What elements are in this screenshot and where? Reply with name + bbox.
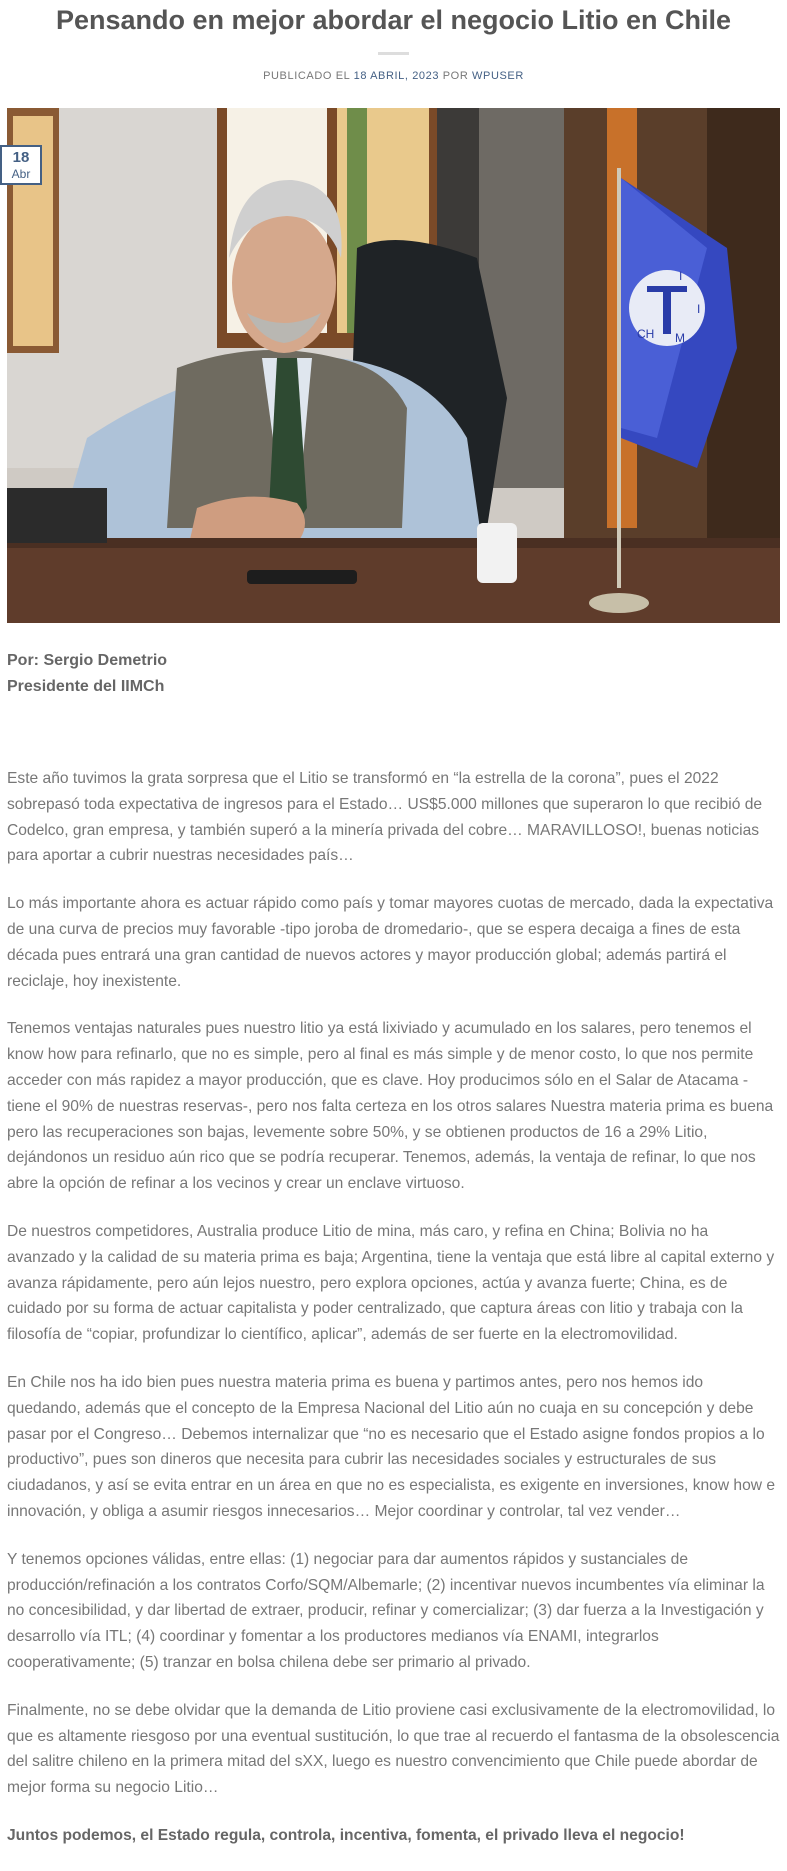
title-divider: [378, 52, 409, 55]
post-title: Pensando en mejor abordar el negocio Litio en Chile: [55, 5, 732, 35]
closing-statement: Juntos podemos, el Estado regula, controla, incentiva, fomenta, el privado lleva el negocio!: [7, 1826, 685, 1844]
meta-published-label: PUBLICADO EL: [263, 70, 350, 82]
post-meta: [0, 70, 787, 82]
meta-by-label: POR: [442, 70, 469, 82]
byline: [7, 648, 780, 700]
paragraph-1: Este año tuvimos la grata sorpresa que el Litio se transformó en “la estrella de la corona”, pues el 2022 sobrepasó toda expectativa de ingresos para el Estado… US$5.000 millones que superaron lo que recibió de Codelco, gran empresa, y también superó a la minería privada del cobre… MARAVILLOSO!, buenas noticias para aportar a cubrir nuestras necesidades país…: [7, 770, 763, 865]
byline-author: Por: Sergio Demetrio: [7, 652, 168, 669]
flag-letter-right: I: [697, 302, 701, 316]
paragraph-5: En Chile nos ha ido bien pues nuestra materia prima es buena y partimos antes, pero nos hemos ido quedando, además que el concepto de la Empresa Nacional del Litio aún no cuaja en su concepción y debe pasar por el Congreso… Debemos internalizar que “no es necesario que el Estado asigne fondos propios a lo productivo”, pues son dineros que necesita para cubrir las necesidades sociales y estructurales de sus ciudadanos, y así se evita entrar en un área en que no es especialista, es exigente en inversiones, know how e innovación, y obliga a asumir riesgos innecesarios… Mejor coordinar y controlar, tal vez vender…: [7, 1373, 776, 1520]
date-badge: [0, 145, 42, 185]
paragraph-3: Tenemos ventajas naturales pues nuestro litio ya está lixiviado y acumulado en los salares, pero tenemos el know how para refinarlo, que no es simple, pero al final es más simple y de menor costo, lo que nos permite acceder con más rapidez a mayor producción, que es clave. Hoy producimos sólo en el Salar de Atacama -tiene el 90% de nuestras reservas-, pero nos falta certeza en los otros salares Nuestra materia prima es buena pero las recuperaciones son bajas, levemente sobre 50%, y se obtienen productos de 16 a 29% Litio, dejándonos un residuo aún rico que se podría recuperar. Tenemos, además, la ventaja de refinar, lo que nos abre la opción de refinar a los vecinos y crear un enclave virtuoso.: [7, 1020, 774, 1193]
post-date-link[interactable]: 18 ABRIL, 2023: [353, 70, 440, 82]
date-badge-month: Abr: [11, 167, 31, 181]
post-content: [7, 766, 780, 1871]
flag-letter-m: M: [675, 331, 685, 345]
featured-image: [7, 108, 780, 623]
date-badge-day: 18: [12, 149, 30, 166]
flag-letter-top: I: [679, 269, 683, 283]
portrait-illustration: [7, 108, 780, 623]
paragraph-4: De nuestros competidores, Australia produce Litio de mina, más caro, y refina en China; Bolivia no ha avanzado y la calidad de su materia prima es baja; Argentina, tiene la ventaja que está libre al capital externo y avanza rápidamente, pero aún lejos nuestro, pero explora opciones, actúa y avanza fuerte; China, es de cuidado por su forma de actuar capitalista y poder centralizado, que captura áreas con litio y trabaja con la filosofía de “copiar, profundizar lo científico, aplicar”, además de ser fuerte en la electromovilidad.: [7, 1222, 775, 1344]
post-author-link[interactable]: WPUSER: [472, 70, 524, 82]
byline-role: Presidente del IIMCh: [7, 678, 165, 695]
paragraph-6: Y tenemos opciones válidas, entre ellas: (1) negociar para dar aumentos rápidos y sustanciales de producción/refinación a los contratos Corfo/SQM/Albemarle; (2) incentivar nuevos incumbentes vía eliminar la no concesibilidad, y dar libertad de extraer, producir, refinar y comercializar; (3) dar fuerza a la Investigación y desarrollo vía ITL; (4) coordinar y fomentar a los productores medianos vía ENAMI, integrarlos cooperativamente; (5) tranzar en bolsa chilena debe ser primario al privado.: [7, 1550, 765, 1671]
flag-letters-ch: CH: [637, 327, 655, 341]
paragraph-7: Finalmente, no se debe olvidar que la demanda de Litio proviene casi exclusivamente de la electromovilidad, lo que es altamente riesgoso por una eventual sustitución, lo que trae al recuerdo el fantasma de la obsolescencia del salitre chileno en la primera mitad del sXX, luego es nuestro convencimiento que Chile puede abordar de mejor forma su negocio Litio…: [7, 1701, 780, 1797]
paragraph-2: Lo más importante ahora es actuar rápido como país y tomar mayores cuotas de mercado, dada la expectativa de una curva de precios muy favorable -tipo joroba de dromedario-, que se espera decaiga a fines de esta década pues entrará una gran cantidad de nuevos actores y mayor producción global; además partirá el reciclaje, hoy inexistente.: [7, 895, 774, 990]
